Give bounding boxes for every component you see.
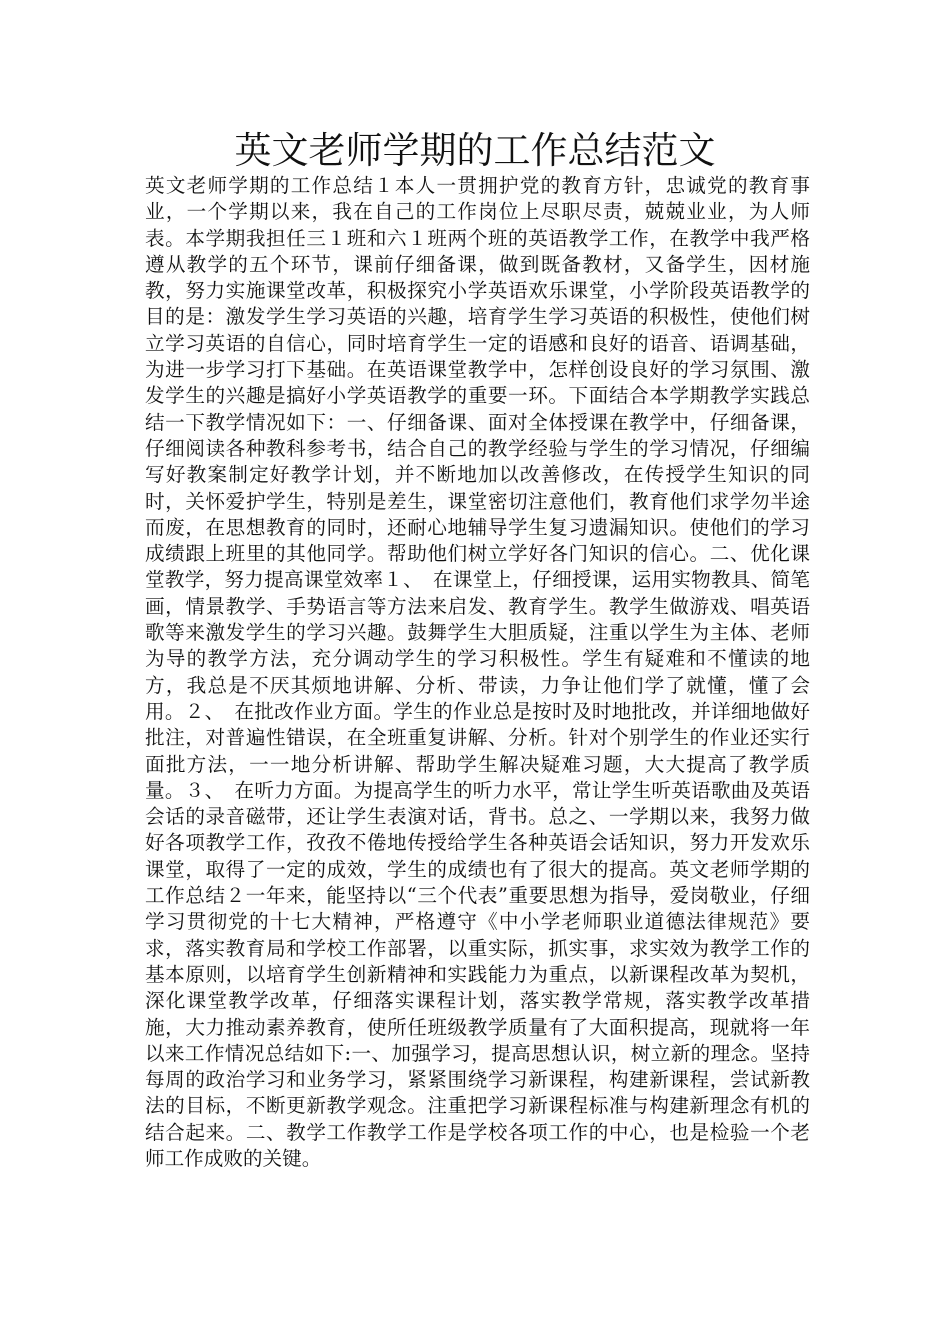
document-body-text: 英文老师学期的工作总结１本人一贯拥护党的教育方针，忠诚党的教育事业，一个学期以来，我在自己的工作岗位上尽职尽责，兢兢业业，为人师表。本学期我担任三１班和六１班两个班的英语教学工作，在教学中我严格遵从教学的五个环节，课前仔细备课，做到既备教材，又备学生，因材施教，努力实施课堂改革，积极探究小学英语欢乐课堂，小学阶段英语教学的目的是：激发学生学习英语的兴趣，培育学生学习英语的积极性，使他们树立学习英语的自信心，同时培育学生一定的语感和良好的语音、语调基础，为进一步学习打下基础。在英语课堂教学中，怎样创设良好的学习氛围、激发学生的兴趣是搞好小学英语教学的重要一环。下面结合本学期教学实践总结一下教学情况如下：一、仔细备课、面对全体授课在教学中，仔细备课，仔细阅读各种教科参考书，结合自己的教学经验与学生的学习情况，仔细编写好教案制定好教学计划，并不断地加以改善修改，在传授学生知识的同时，关怀爱护学生，特别是差生，课堂密切注意他们，教育他们求学勿半途而废，在思想教育的同时，还耐心地辅导学生复习遗漏知识。使他们的学习成绩跟上班里的其他同学。帮助他们树立学好各门知识的信心。二、优化课堂教学，努力提高课堂效率１、 在课堂上，仔细授课，运用实物教具、简笔画，情景教学、手势语言等方法来启发、教育学生。教学生做游戏、唱英语歌等来激发学生的学习兴趣。鼓舞学生大胆质疑，注重以学生为主体、老师为导的教学方法，充分调动学生的学习积极性。学生有疑难和不懂读的地方，我总是不厌其烦地讲解、分析、带读，力争让他们学了就懂，懂了会用。２、 在批改作业方面。学生的作业总是按时及时地批改，并详细地做好批注，对普遍性错误，在全班重复讲解、分析。针对个别学生的作业还实行面批方法，一一地分析讲解、帮助学生解决疑难习题，大大提高了教学质量。３、 在听力方面。为提高学生的听力水平，常让学生听英语歌曲及英语会话的录音磁带，还让学生表演对话，背书。总之、一学期以来，我努力做好各项教学工作，孜孜不倦地传授给学生各种英语会话知识，努力开发欢乐课堂，取得了一定的成效，学生的成绩也有了很大的提高。英文老师学期的工作总结２一年来，能坚持以“三个代表”重要思想为指导，爱岗敬业，仔细学习贯彻党的十七大精神，严格遵守《中小学老师职业道德法律规范》要求，落实教育局和学校工作部署，以重实际，抓实事，求实效为教学工作的基本原则，以培育学生创新精神和实践能力为重点，以新课程改革为契机，深化课堂教学改革，仔细落实课程计划，落实教学常规，落实教学改革措施，大力推动素养教育，使所任班级教学质量有了大面积提高，现就将一年以来工作情况总结如下:一、加强学习，提高思想认识，树立新的理念。坚持每周的政治学习和业务学习，紧紧围绕学习新课程，构建新课程，尝试新教法的目标，不断更新教学观念。注重把学习新课程标准与构建新理念有机的结合起来。二、教学工作教学工作是学校各项工作的中心，也是检验一个老师工作成败的关键。 xyxy=(145,174,810,1170)
document-title: 英文老师学期的工作总结范文 xyxy=(234,129,716,172)
